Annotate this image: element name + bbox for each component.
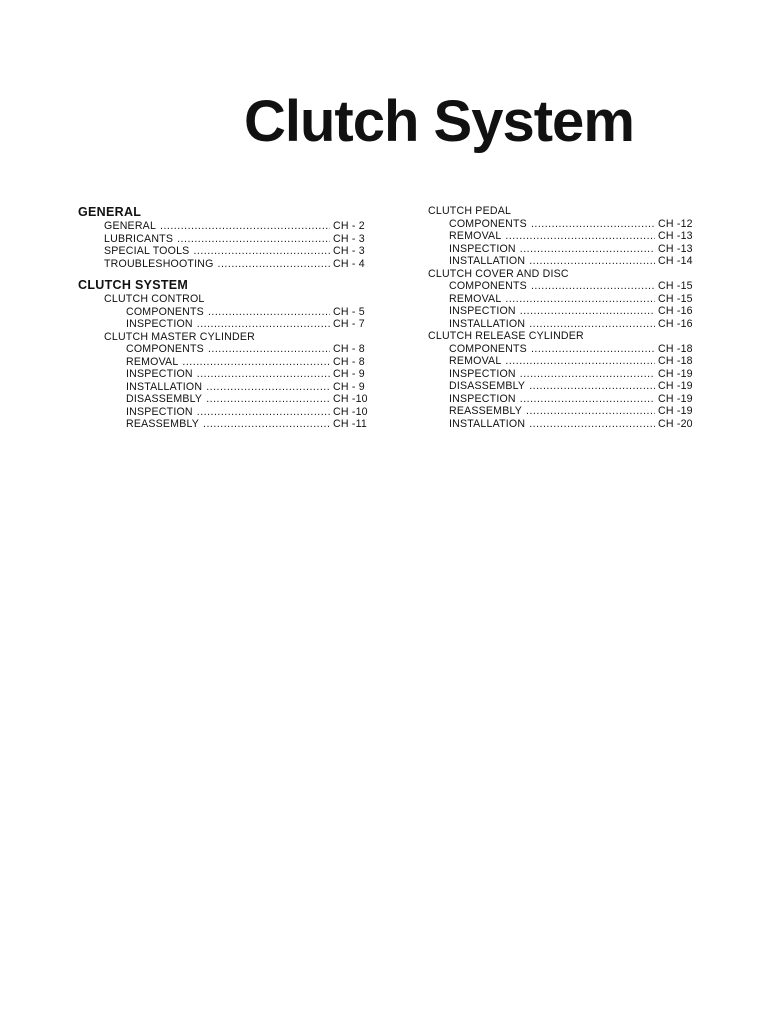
dot-leader: [182, 356, 330, 369]
toc-entry-page: CH - 7: [333, 318, 365, 330]
toc-entry-page: CH -16: [658, 317, 693, 330]
toc-entry-page: CH -16: [658, 305, 693, 317]
toc-group-general: [78, 220, 368, 270]
toc-group-release-cylinder: [428, 343, 693, 431]
toc-entry-label: INSPECTION: [126, 405, 193, 418]
toc-entry[interactable]: [78, 368, 368, 381]
dot-leader: [208, 306, 330, 319]
toc-entry[interactable]: [428, 318, 693, 331]
dot-leader: [531, 280, 655, 293]
toc-entry[interactable]: [428, 355, 693, 368]
dot-leader: [206, 381, 330, 394]
toc-entry-page: CH -14: [658, 255, 693, 267]
toc-entry-page: CH -19: [658, 380, 693, 392]
toc-entry-label: INSPECTION: [126, 318, 193, 330]
dot-leader: [505, 230, 655, 243]
dot-leader: [218, 258, 330, 271]
dot-leader: [529, 418, 655, 431]
toc-entry[interactable]: [428, 243, 693, 256]
dot-leader: [197, 368, 330, 381]
toc-entry-label: COMPONENTS: [126, 305, 204, 318]
toc-entry-page: CH - 5: [333, 305, 365, 318]
toc-entry-page: CH - 3: [333, 245, 365, 257]
toc-entry[interactable]: [428, 393, 693, 406]
toc-entry-page: CH -19: [658, 405, 693, 417]
dot-leader: [529, 255, 655, 268]
dot-leader: [531, 343, 655, 356]
toc-entry[interactable]: [428, 230, 693, 243]
dot-leader: [520, 393, 655, 406]
toc-entry-page: CH -18: [658, 342, 693, 355]
dot-leader: [197, 406, 330, 419]
toc-group-master-cylinder: [78, 343, 368, 431]
dot-leader: [531, 218, 655, 231]
toc-entry-label: LUBRICANTS: [104, 232, 174, 245]
toc-entry-label: DISASSEMBLY: [126, 393, 203, 405]
section-heading-clutch-system: CLUTCH SYSTEM: [78, 278, 189, 292]
toc-entry[interactable]: [428, 305, 693, 318]
toc-entry[interactable]: [78, 318, 368, 331]
toc-entry-label: INSPECTION: [126, 368, 193, 380]
toc-entry[interactable]: [428, 218, 693, 231]
toc-entry[interactable]: [78, 406, 368, 419]
toc-entry-label: REMOVAL: [126, 355, 179, 368]
toc-entry[interactable]: [428, 343, 693, 356]
toc-entry-page: CH -11: [333, 418, 367, 430]
dot-leader: [529, 318, 655, 331]
subsection-heading-clutch-control: CLUTCH CONTROL: [104, 293, 205, 305]
toc-entry-label: INSPECTION: [449, 392, 516, 405]
toc-group-clutch-pedal: [428, 218, 693, 268]
toc-entry-page: CH -10: [333, 393, 368, 405]
dot-leader: [177, 233, 330, 246]
dot-leader: [526, 405, 655, 418]
toc-entry-label: TROUBLESHOOTING: [104, 257, 214, 270]
toc-entry[interactable]: [78, 381, 368, 394]
dot-leader: [520, 368, 655, 381]
toc-entry[interactable]: [78, 245, 368, 258]
section-heading-general: GENERAL: [78, 205, 142, 219]
toc-entry[interactable]: [428, 293, 693, 306]
dot-leader: [203, 418, 330, 431]
toc-entry[interactable]: [78, 258, 368, 271]
dot-leader: [208, 343, 330, 356]
toc-entry-label: INSPECTION: [449, 305, 516, 317]
toc-entry-label: INSTALLATION: [449, 317, 526, 330]
toc-entry-page: CH -19: [658, 392, 693, 405]
toc-entry-page: CH -12: [658, 217, 693, 230]
toc-entry[interactable]: [428, 255, 693, 268]
dot-leader: [505, 293, 655, 306]
toc-entry-page: CH - 8: [333, 343, 365, 355]
toc-entry-page: CH - 8: [333, 355, 365, 368]
subsection-heading-cover-disc: CLUTCH COVER AND DISC: [428, 267, 569, 280]
toc-entry-page: CH -13: [658, 242, 693, 255]
toc-entry-page: CH -13: [658, 230, 693, 242]
toc-entry[interactable]: [78, 306, 368, 319]
toc-entry-label: COMPONENTS: [449, 342, 527, 355]
subsection-heading-master-cylinder: CLUTCH MASTER CYLINDER: [104, 330, 255, 343]
toc-entry[interactable]: [78, 356, 368, 369]
toc-entry-label: REMOVAL: [449, 355, 502, 367]
toc-entry-label: GENERAL: [104, 220, 157, 232]
toc-entry[interactable]: [428, 405, 693, 418]
toc-entry[interactable]: [78, 393, 368, 406]
dot-leader: [520, 305, 655, 318]
toc-entry-page: CH -20: [658, 417, 693, 430]
dot-leader: [193, 245, 330, 258]
dot-leader: [160, 220, 330, 233]
toc-entry-label: COMPONENTS: [449, 217, 527, 230]
toc-entry-page: CH -15: [658, 280, 693, 292]
toc-entry-page: CH - 9: [333, 380, 365, 393]
toc-entry-label: REMOVAL: [449, 230, 502, 242]
toc-entry[interactable]: [428, 280, 693, 293]
toc-entry-label: INSPECTION: [449, 242, 516, 255]
toc-entry-page: CH - 3: [333, 232, 365, 245]
dot-leader: [206, 393, 330, 406]
toc-entry-label: INSTALLATION: [449, 417, 526, 430]
dot-leader: [520, 243, 655, 256]
toc-left-column: [78, 205, 368, 431]
toc-entry-label: DISASSEMBLY: [449, 380, 526, 392]
toc-entry-page: CH - 4: [333, 257, 365, 270]
toc-entry-label: COMPONENTS: [126, 343, 204, 355]
toc-entry-page: CH - 9: [333, 368, 365, 380]
toc-entry[interactable]: [78, 343, 368, 356]
toc-entry-label: INSTALLATION: [126, 380, 203, 393]
toc-entry[interactable]: [78, 220, 368, 233]
dot-leader: [529, 380, 655, 393]
toc-entry[interactable]: [78, 418, 368, 431]
toc-entry-label: REMOVAL: [449, 292, 502, 305]
toc-entry-label: REASSEMBLY: [126, 418, 200, 430]
subsection-heading-clutch-pedal: CLUTCH PEDAL: [428, 205, 512, 217]
subsection-heading-release-cylinder: CLUTCH RELEASE CYLINDER: [428, 330, 584, 342]
toc-entry-page: CH -15: [658, 292, 693, 305]
dot-leader: [197, 318, 330, 331]
toc-entry[interactable]: [78, 233, 368, 246]
toc-entry-label: INSTALLATION: [449, 255, 526, 267]
toc-entry-page: CH -18: [658, 355, 693, 367]
page-title: Clutch System: [244, 89, 634, 154]
toc-group-clutch-control: [78, 306, 368, 331]
dot-leader: [505, 355, 655, 368]
toc-entry[interactable]: [428, 368, 693, 381]
toc-entry-label: SPECIAL TOOLS: [104, 245, 190, 257]
toc-entry-label: COMPONENTS: [449, 280, 527, 292]
toc-entry-page: CH - 2: [333, 220, 365, 232]
toc-entry-label: INSPECTION: [449, 367, 516, 380]
toc-entry-page: CH -19: [658, 367, 693, 380]
toc-entry[interactable]: [428, 418, 693, 431]
toc-entry-page: CH -10: [333, 405, 368, 418]
toc-entry-label: REASSEMBLY: [449, 405, 523, 417]
toc-group-cover-disc: [428, 280, 693, 330]
toc-right-column: [428, 205, 693, 430]
toc-entry[interactable]: [428, 380, 693, 393]
